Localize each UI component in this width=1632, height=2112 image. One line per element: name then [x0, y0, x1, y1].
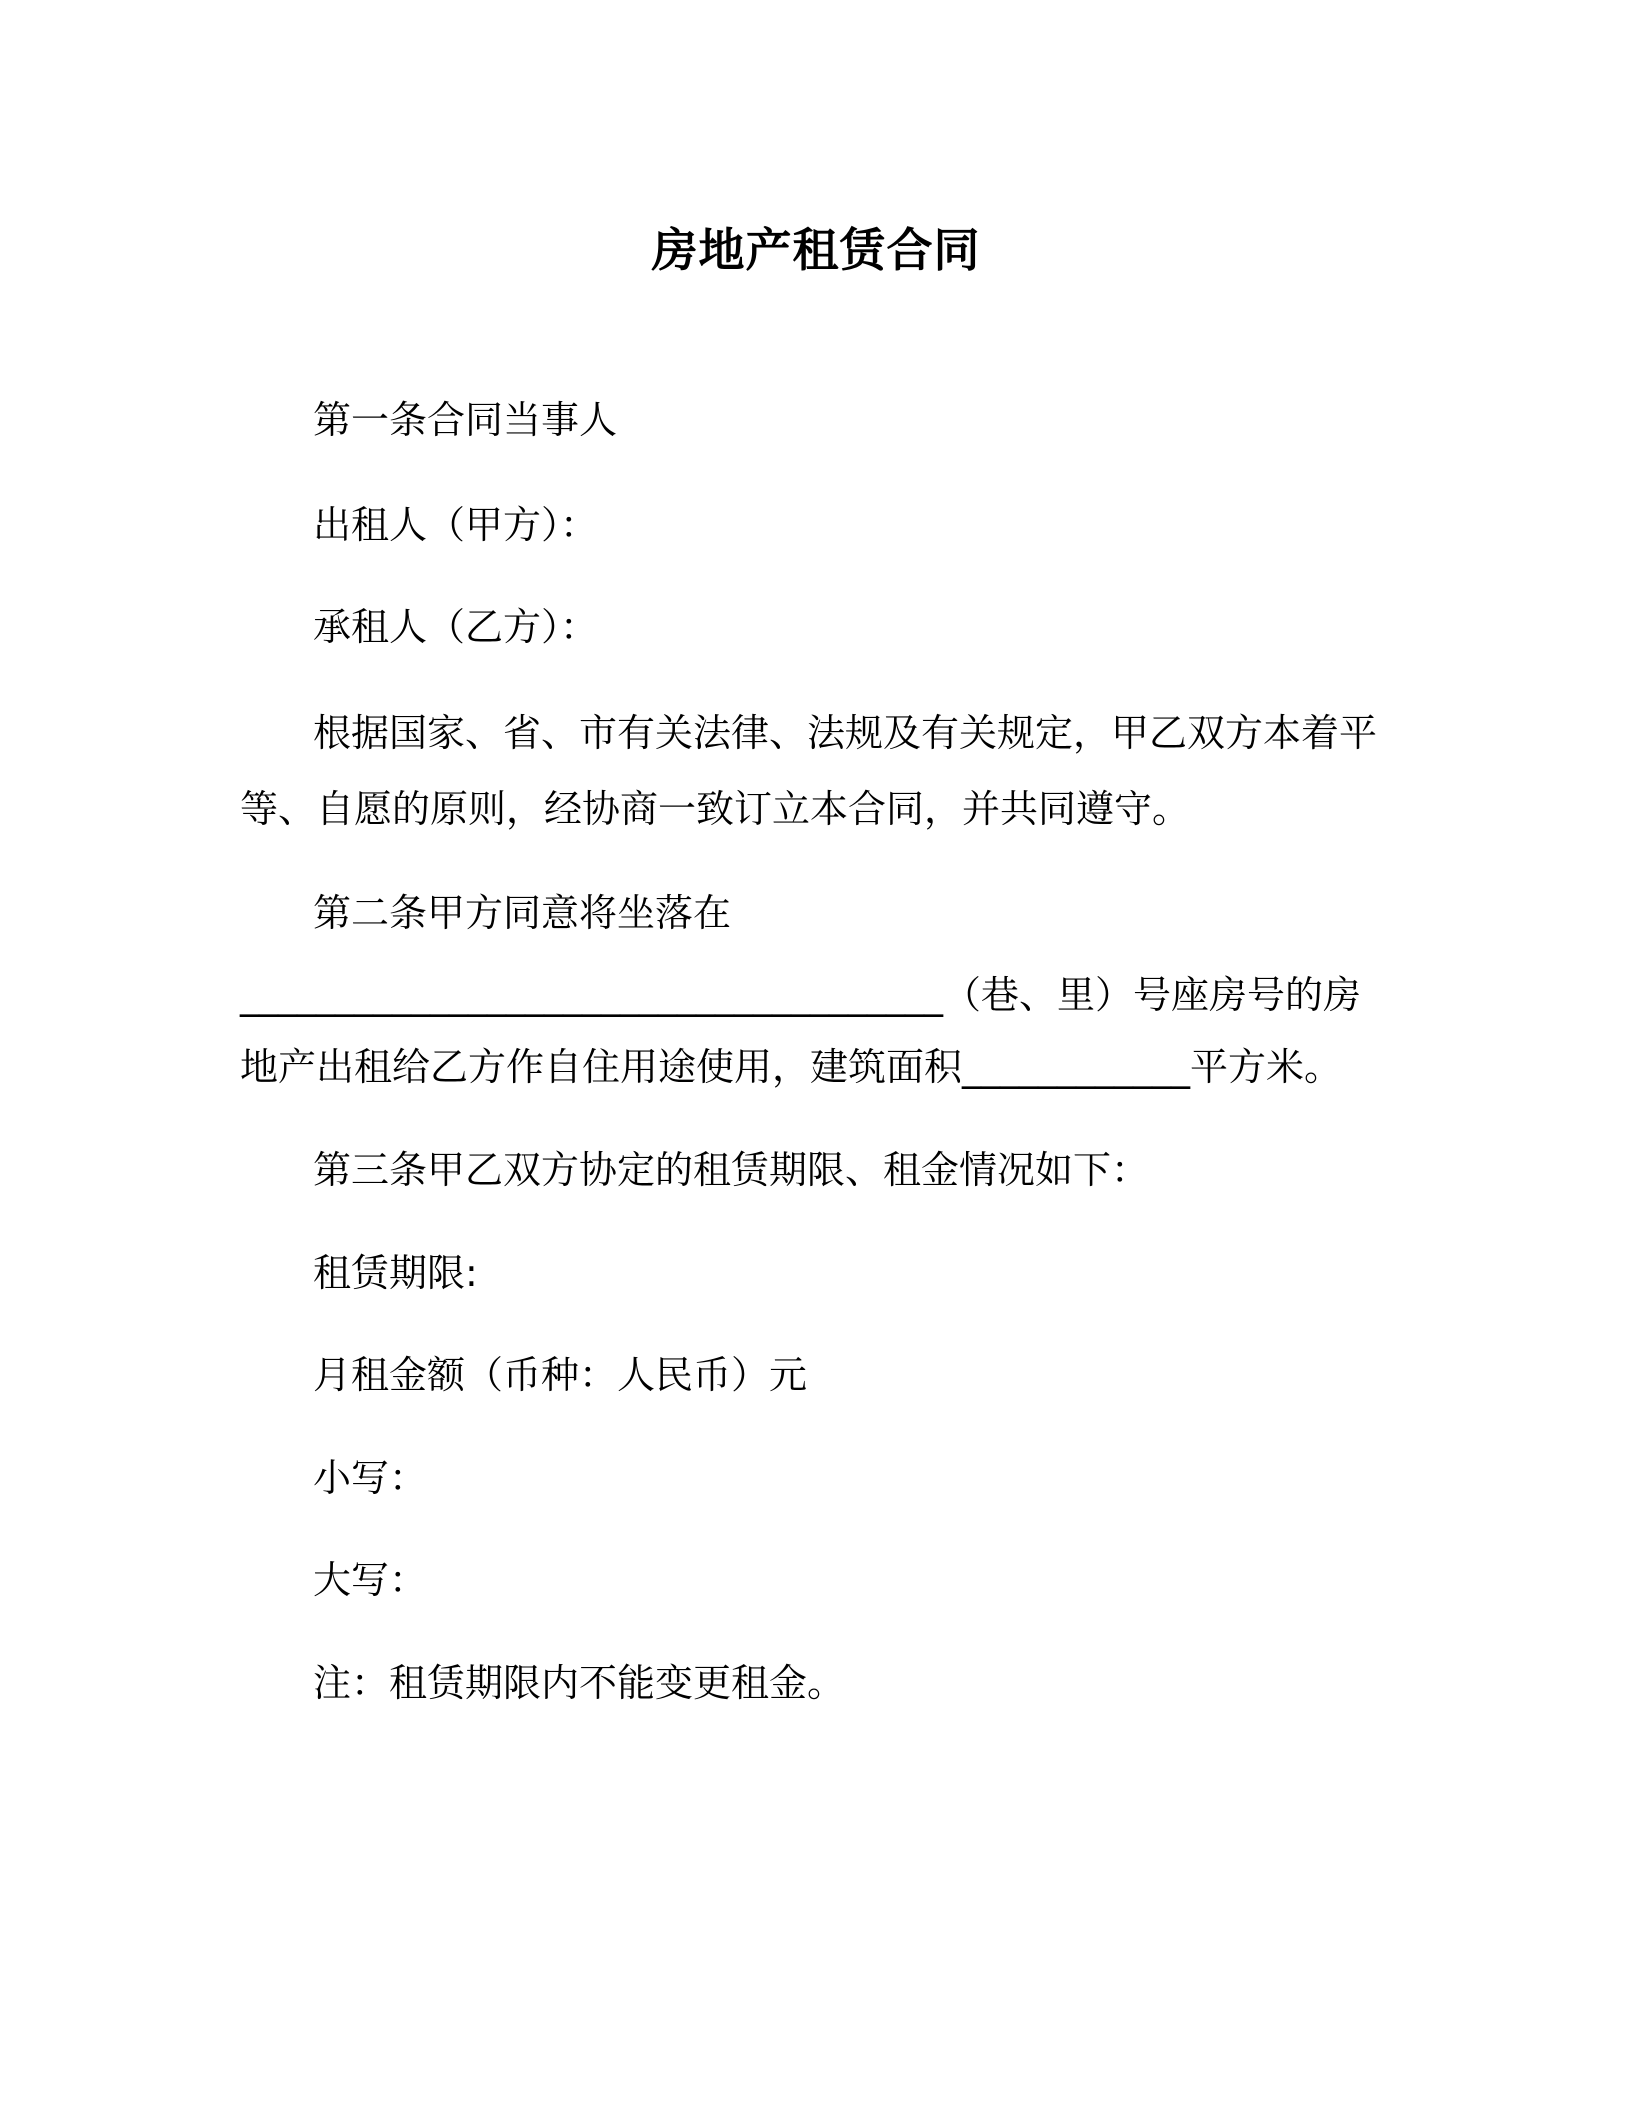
lessee-field: 承租人（乙方）： — [313, 605, 599, 649]
monthly-rent-field: 月租金额（币种：人民币）元 — [313, 1353, 808, 1397]
rent-note: 注：租赁期限内不能变更租金。 — [313, 1661, 846, 1705]
article-2-line-2: _____________________________________（巷、里）号座房号的房 — [240, 973, 1362, 1017]
article-1-heading: 第一条合同当事人 — [313, 398, 618, 442]
lease-term-field: 租赁期限: — [313, 1251, 478, 1295]
preamble-line-2: 等、自愿的原则，经协商一致订立本合同，并共同遵守。 — [240, 787, 1191, 831]
preamble-line-1: 根据国家、省、市有关法律、法规及有关规定，甲乙双方本着平 — [313, 711, 1378, 755]
article-2-line-3: 地产出租给乙方作自住用途使用，建筑面积____________平方米。 — [240, 1045, 1343, 1089]
amount-in-figures-field: 小写： — [313, 1456, 428, 1500]
lessor-field: 出租人（甲方）： — [313, 503, 599, 547]
document-title: 房地产租赁合同 — [651, 223, 981, 277]
amount-in-words-field: 大写： — [313, 1558, 428, 1602]
article-3-heading: 第三条甲乙双方协定的租赁期限、租金情况如下： — [313, 1148, 1150, 1192]
article-2-line-1: 第二条甲方同意将坐落在 — [313, 891, 732, 935]
